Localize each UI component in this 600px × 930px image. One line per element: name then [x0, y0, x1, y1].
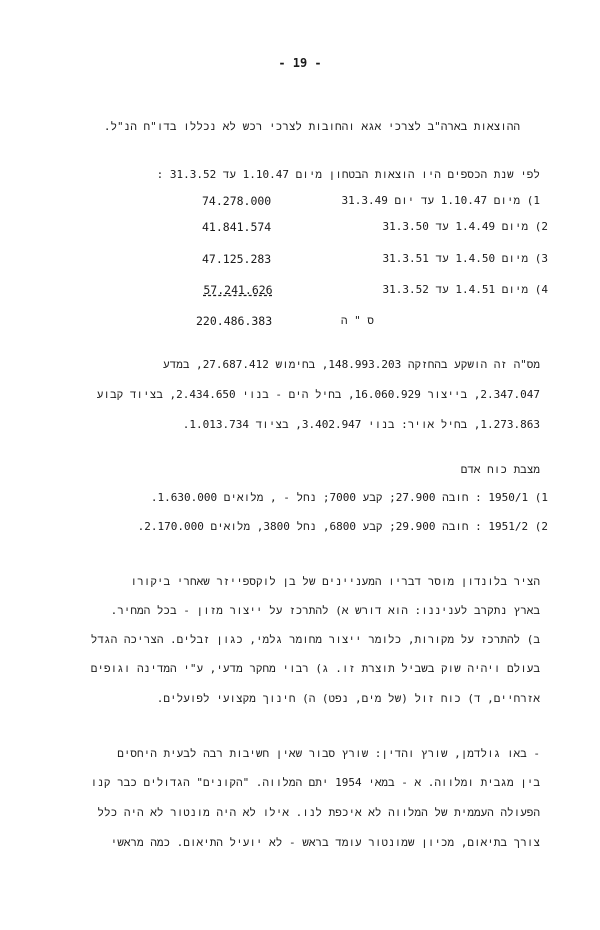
expense-row-amount: 57.241.626 [203, 283, 273, 297]
paragraph-line: ב) להתרכז על מקורות, כלומר ייצור מחומר גלמי, כגון זבלים. הצריכה הגדל [90, 633, 540, 646]
manpower-row: 2) 1951/2 : חובה 29.900; קבע 6800, נחל 3800, מלואים 2.170.000. [137, 520, 548, 533]
paragraph-line: הפעולה העממית של המלווה לא איכפת לנו. אילו לא היה מונטור לא היה כלל [97, 806, 540, 819]
paragraph-line: צורך בתיאום, מכיון שמונטור עומד בראש - לא יועיל התיאום. כמה מראשי [110, 836, 540, 849]
manpower-row: 1) 1950/1 : חובה 27.900; קבע 7000; נחל - , מלואים 1.630.000. [150, 491, 548, 504]
expense-row-amount: 74.278.000 [202, 194, 272, 208]
paragraph-line: בין מגבית ומלווה. א - במאי 1954 יתם המלווה. "הקונים" הגדולים כבר קנו [90, 776, 540, 789]
expense-row-label: 3) מיום 1.4.50 עד 31.3.51 [382, 252, 548, 265]
expense-row-amount: 47.125.283 [202, 252, 272, 266]
paragraph-line: בעולם ויהיה שוק בשביל תוצרת זו. ג) רבוי מחקר מדעי, ע"י המדינה וגופים [90, 662, 540, 675]
expense-row-label: 4) מיום 1.4.51 עד 31.3.52 [382, 283, 548, 296]
manpower-heading: מצבת כוח אדם [460, 463, 540, 476]
investment-line: 1.273.863, בחיל אויר: בנוי 3.402.947, בציוד 1.013.734. [182, 418, 540, 431]
paragraph-line: - באו גולדמן, שורץ והדין: שורץ סבור שאין חשיבות רבה לבעית היחסים [117, 747, 540, 760]
expense-row-label: 2) מיום 1.4.49 עד 31.3.50 [382, 220, 548, 233]
expenses-heading: לפי שנת הכספים היו הוצאות הבטחון מיום 1.10.47 עד 31.3.52 : [156, 168, 540, 181]
total-amount: 220.486.383 [196, 314, 273, 328]
expense-row-amount: 41.841.574 [202, 220, 272, 234]
intro-line: ההוצאות בארה"ב לצרכי אגא והחובות לצרכי רכש לא נכללו בדו"ח הנ"ל. [103, 120, 520, 133]
paragraph-line: הציר בלונדון מוסר דבריו המעניינים של בן לוקספייזר שאחרי ביקורו [130, 575, 540, 588]
paragraph-line: אזרחיים, ד) כוח זול (של מים, נפט) ה) חינוך מקצועי לפועלים. [156, 692, 540, 705]
expense-row-label: 1) מיום 1.10.47 עד יום 31.3.49 [341, 194, 540, 207]
investment-line: 2.347.047, בייצור 16.060.929, בחיל הים - בנוי 2.434.650, בציוד קבוע [96, 388, 540, 401]
investment-line: מס"ה זה הושקע בהחזקה 148.993.203, בחימוש 27.687.412, במדע [163, 358, 540, 371]
page-number: - 19 - [278, 56, 322, 70]
total-label: ס " ה [340, 314, 374, 327]
paragraph-line: בארץ נתקרב לעניננו: הוא דורש א) להתרכז על ייצור מזון - בכל המחיר. [110, 604, 540, 617]
